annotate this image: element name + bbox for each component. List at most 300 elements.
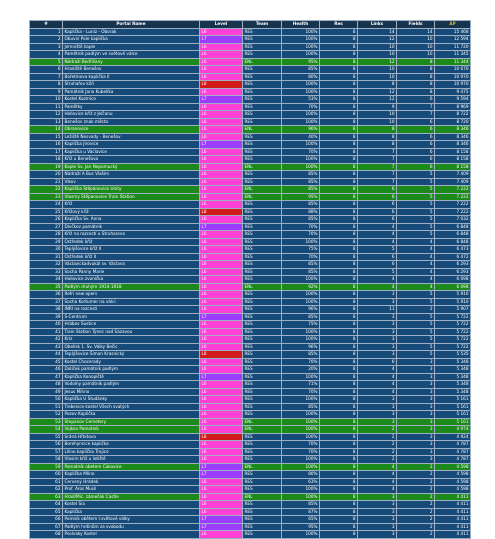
row-rank: 3 <box>30 43 63 51</box>
table-row[interactable] <box>30 298 471 306</box>
row-level: L6 <box>200 493 243 501</box>
row-level: L8 <box>200 433 243 441</box>
table-row[interactable] <box>30 486 471 494</box>
table-row[interactable] <box>30 111 471 119</box>
row-level: L6 <box>200 403 243 411</box>
table-row[interactable] <box>30 366 471 374</box>
row-rank: 21 <box>30 178 63 186</box>
row-res: 8 <box>320 103 358 111</box>
row-portal-name: Kostel Chocerady <box>63 358 200 366</box>
table-row[interactable] <box>30 66 471 74</box>
table-row[interactable] <box>30 291 471 299</box>
row-level: L7 <box>200 141 243 149</box>
row-ap: 4 411 <box>435 516 471 524</box>
row-ap: 7 409 <box>435 178 471 186</box>
table-row[interactable] <box>30 403 471 411</box>
row-fields: 6 <box>397 163 435 171</box>
row-team: ENL <box>243 186 282 194</box>
table-row[interactable] <box>30 141 471 149</box>
table-row[interactable] <box>30 373 471 381</box>
row-fields: 5 <box>397 336 435 344</box>
row-team: RES <box>243 171 282 179</box>
row-health: 100% <box>282 163 320 171</box>
row-ap: 4 411 <box>435 508 471 516</box>
row-res: 8 <box>320 231 358 239</box>
row-portal-name: Socha Kortumer na válci <box>63 298 200 306</box>
row-portal-name: Kaplička <box>63 508 200 516</box>
row-portal-name: Hradiště Benešov <box>63 66 200 74</box>
row-fields: 5 <box>397 178 435 186</box>
table-row[interactable] <box>30 73 471 81</box>
row-ap: 7 032 <box>435 216 471 224</box>
row-links: 3 <box>358 508 397 516</box>
row-fields: 4 <box>397 246 435 254</box>
table-row[interactable] <box>30 351 471 359</box>
row-health: 100% <box>282 28 320 36</box>
row-health: 95% <box>282 523 320 531</box>
row-links: 6 <box>358 261 397 269</box>
table-row[interactable] <box>30 283 471 291</box>
row-health: 85% <box>282 201 320 209</box>
table-row[interactable] <box>30 178 471 186</box>
table-row[interactable] <box>30 306 471 314</box>
header-res[interactable]: Res <box>320 21 358 29</box>
row-health: 100% <box>282 88 320 96</box>
row-fields: 5 <box>397 216 435 224</box>
row-links: 3 <box>358 291 397 299</box>
row-rank: 19 <box>30 163 63 171</box>
row-res: 8 <box>320 118 358 126</box>
row-rank: 45 <box>30 358 63 366</box>
row-level: L6 <box>200 298 243 306</box>
row-links: 3 <box>358 351 397 359</box>
table-row[interactable] <box>30 36 471 44</box>
row-team: RES <box>243 381 282 389</box>
table-row[interactable] <box>30 328 471 336</box>
row-links: 6 <box>358 193 397 201</box>
row-fields: 7 <box>397 111 435 119</box>
row-rank: 43 <box>30 343 63 351</box>
row-level: L6 <box>200 261 243 269</box>
table-row[interactable] <box>30 531 471 539</box>
row-health: 80% <box>282 471 320 479</box>
row-portal-name: Stepanov Cemetery <box>63 418 200 426</box>
row-fields: 2 <box>397 306 435 314</box>
row-portal-name: Kříž u Benešova <box>63 156 200 164</box>
row-fields: 6 <box>397 156 435 164</box>
table-row[interactable] <box>30 231 471 239</box>
row-fields: 5 <box>397 193 435 201</box>
row-level: L6 <box>200 246 243 254</box>
row-links: 14 <box>358 28 397 36</box>
table-row[interactable] <box>30 418 471 426</box>
table-row[interactable] <box>30 456 471 464</box>
row-links: 9 <box>358 103 397 111</box>
table-row[interactable] <box>30 523 471 531</box>
row-res: 8 <box>320 88 358 96</box>
row-links: 4 <box>358 283 397 291</box>
row-links: 6 <box>358 208 397 216</box>
row-team: RES <box>243 336 282 344</box>
table-row[interactable] <box>30 501 471 509</box>
row-team: RES <box>243 433 282 441</box>
row-ap: 4 411 <box>435 501 471 509</box>
row-res: 8 <box>320 193 358 201</box>
row-ap: 5 348 <box>435 388 471 396</box>
row-rank: 9 <box>30 88 63 96</box>
row-level: L6 <box>200 388 243 396</box>
table-row[interactable] <box>30 448 471 456</box>
table-row[interactable] <box>30 208 471 216</box>
row-res: 8 <box>320 516 358 524</box>
table-row[interactable] <box>30 276 471 284</box>
row-fields: 5 <box>397 313 435 321</box>
row-health: 100% <box>282 493 320 501</box>
row-health: 100% <box>282 411 320 419</box>
row-ap: 4 924 <box>435 433 471 441</box>
row-health: 100% <box>282 426 320 434</box>
row-fields: 3 <box>397 381 435 389</box>
row-ap: 8 720 <box>435 118 471 126</box>
row-ap: 5 722 <box>435 328 471 336</box>
header-portal-name[interactable]: Portal Name <box>63 21 200 29</box>
row-portal-name: Train Station Týnec nad Sázavou <box>63 328 200 336</box>
table-row[interactable] <box>30 28 471 36</box>
table-row[interactable] <box>30 133 471 141</box>
row-links: 5 <box>358 246 397 254</box>
row-team: RES <box>243 471 282 479</box>
row-fields: 10 <box>397 36 435 44</box>
row-res: 8 <box>320 343 358 351</box>
row-rank: 4 <box>30 51 63 59</box>
row-team: RES <box>243 508 282 516</box>
table-header-row <box>30 21 471 29</box>
row-res: 8 <box>320 433 358 441</box>
row-ap: 6 848 <box>435 231 471 239</box>
row-links: 7 <box>358 163 397 171</box>
table-row[interactable] <box>30 118 471 126</box>
row-portal-name: Kostel Kozmice <box>63 96 200 104</box>
row-team: RES <box>243 223 282 231</box>
row-rank: 60 <box>30 471 63 479</box>
table-row[interactable] <box>30 313 471 321</box>
row-rank: 17 <box>30 148 63 156</box>
row-rank: 50 <box>30 396 63 404</box>
table-row[interactable] <box>30 433 471 441</box>
row-fields: 6 <box>397 126 435 134</box>
row-ap: 7 222 <box>435 186 471 194</box>
header-fields[interactable]: Fields <box>397 21 435 29</box>
row-health: 100% <box>282 336 320 344</box>
row-health: 85% <box>282 261 320 269</box>
table-row[interactable] <box>30 43 471 51</box>
row-ap: 4 411 <box>435 523 471 531</box>
table-row[interactable] <box>30 478 471 486</box>
row-rank: 23 <box>30 193 63 201</box>
row-team: ENL <box>243 493 282 501</box>
row-res: 8 <box>320 291 358 299</box>
table-row[interactable] <box>30 193 471 201</box>
row-team: RES <box>243 88 282 96</box>
row-portal-name: Pamětník padlým ve světové válce <box>63 51 200 59</box>
row-ap: 5 910 <box>435 291 471 299</box>
row-fields: 6 <box>397 133 435 141</box>
row-links: 4 <box>358 463 397 471</box>
row-team: RES <box>243 36 282 44</box>
row-health: 85% <box>282 313 320 321</box>
row-links: 3 <box>358 298 397 306</box>
row-team: RES <box>243 516 282 524</box>
row-health: 88% <box>282 208 320 216</box>
row-portal-name: Ležiště Nesvady - Benešov <box>63 133 200 141</box>
row-level: L6 <box>200 73 243 81</box>
row-team: RES <box>243 531 282 539</box>
row-level: L6 <box>200 366 243 374</box>
row-rank: 8 <box>30 81 63 89</box>
row-ap: 5 907 <box>435 306 471 314</box>
row-team: ENL <box>243 418 282 426</box>
row-level: L6 <box>200 418 243 426</box>
row-fields: 2 <box>397 493 435 501</box>
row-links: 4 <box>358 231 397 239</box>
row-fields: 5 <box>397 186 435 194</box>
row-rank: 15 <box>30 133 63 141</box>
row-rank: 63 <box>30 493 63 501</box>
row-fields: 8 <box>397 73 435 81</box>
row-team: RES <box>243 96 282 104</box>
row-level: L7 <box>200 516 243 524</box>
row-ap: 6 098 <box>435 276 471 284</box>
row-team: RES <box>243 448 282 456</box>
row-ap: 5 535 <box>435 351 471 359</box>
row-level: L7 <box>200 373 243 381</box>
row-health: 75% <box>282 321 320 329</box>
header-team[interactable]: Team <box>243 21 282 29</box>
row-health: 100% <box>282 433 320 441</box>
row-fields: 2 <box>397 508 435 516</box>
row-links: 3 <box>358 501 397 509</box>
row-links: 12 <box>358 58 397 66</box>
row-fields: 3 <box>397 403 435 411</box>
row-ap: 6 293 <box>435 261 471 269</box>
header-rank[interactable]: # <box>30 21 63 29</box>
row-fields: 3 <box>397 411 435 419</box>
row-rank: 59 <box>30 463 63 471</box>
row-level: L6 <box>200 328 243 336</box>
row-rank: 11 <box>30 103 63 111</box>
row-portal-name: Václavickadvukál sv. Václava <box>63 261 200 269</box>
table-row[interactable] <box>30 358 471 366</box>
table-row[interactable] <box>30 148 471 156</box>
header-level[interactable]: Level <box>200 21 243 29</box>
row-level: L7 <box>200 463 243 471</box>
row-ap: 8 346 <box>435 141 471 149</box>
row-fields: 5 <box>397 298 435 306</box>
row-team: RES <box>243 111 282 119</box>
table-row[interactable] <box>30 516 471 524</box>
row-team: RES <box>243 73 282 81</box>
row-portal-name: Jesus Mihno <box>63 388 200 396</box>
row-ap: 10 970 <box>435 73 471 81</box>
row-res: 8 <box>320 373 358 381</box>
table-row[interactable] <box>30 246 471 254</box>
row-portal-name: Vlkov <box>63 178 200 186</box>
row-res: 8 <box>320 186 358 194</box>
table-row[interactable] <box>30 201 471 209</box>
row-res: 8 <box>320 141 358 149</box>
table-row[interactable] <box>30 171 471 179</box>
row-fields: 5 <box>397 351 435 359</box>
row-ap: 5 161 <box>435 403 471 411</box>
row-rank: 38 <box>30 306 63 314</box>
row-fields: 2 <box>397 478 435 486</box>
row-res: 8 <box>320 508 358 516</box>
row-res: 8 <box>320 43 358 51</box>
table-row[interactable] <box>30 336 471 344</box>
row-res: 8 <box>320 396 358 404</box>
row-portal-name: Kříž na rozcestí u Struharova <box>63 231 200 239</box>
row-res: 8 <box>320 156 358 164</box>
table-row[interactable] <box>30 343 471 351</box>
row-res: 8 <box>320 51 358 59</box>
row-team: RES <box>243 403 282 411</box>
row-ap: 10 670 <box>435 66 471 74</box>
row-portal-name: Pamatník obetem Čakovice <box>63 463 200 471</box>
row-fields: 5 <box>397 208 435 216</box>
row-fields: 4 <box>397 261 435 269</box>
row-portal-name: Teplýšovice kříž II <box>63 246 200 254</box>
table-row[interactable] <box>30 253 471 261</box>
portal-table <box>29 20 471 539</box>
table-row[interactable] <box>30 81 471 89</box>
row-links: 4 <box>358 223 397 231</box>
row-health: 70% <box>282 441 320 449</box>
table-row[interactable] <box>30 238 471 246</box>
table-row[interactable] <box>30 388 471 396</box>
row-team: RES <box>243 28 282 36</box>
row-team: ENL <box>243 463 282 471</box>
table-row[interactable] <box>30 103 471 111</box>
row-fields: 5 <box>397 231 435 239</box>
table-row[interactable] <box>30 463 471 471</box>
table-row[interactable] <box>30 51 471 59</box>
table-row[interactable] <box>30 96 471 104</box>
table-row[interactable] <box>30 163 471 171</box>
table-row[interactable] <box>30 223 471 231</box>
row-rank: 53 <box>30 418 63 426</box>
table-row[interactable] <box>30 426 471 434</box>
row-res: 8 <box>320 246 358 254</box>
row-res: 8 <box>320 523 358 531</box>
row-rank: 39 <box>30 313 63 321</box>
row-res: 8 <box>320 238 358 246</box>
table-row[interactable] <box>30 268 471 276</box>
row-level: L6 <box>200 201 243 209</box>
row-ap: 4 598 <box>435 471 471 479</box>
row-links: 8 <box>358 141 397 149</box>
row-links: 4 <box>358 471 397 479</box>
table-row[interactable] <box>30 411 471 419</box>
table-row[interactable] <box>30 381 471 389</box>
row-res: 8 <box>320 148 358 156</box>
table-row[interactable] <box>30 261 471 269</box>
table-row[interactable] <box>30 508 471 516</box>
table-row[interactable] <box>30 216 471 224</box>
row-res: 8 <box>320 276 358 284</box>
row-fields: 4 <box>397 283 435 291</box>
row-rank: 41 <box>30 328 63 336</box>
table-row[interactable] <box>30 58 471 66</box>
row-rank: 47 <box>30 373 63 381</box>
row-rank: 28 <box>30 231 63 239</box>
row-rank: 67 <box>30 523 63 531</box>
row-links: 11 <box>358 306 397 314</box>
row-health: 100% <box>282 531 320 539</box>
row-links: 2 <box>358 448 397 456</box>
header-health[interactable]: Health <box>282 21 320 29</box>
row-team: RES <box>243 313 282 321</box>
row-level: L6 <box>200 486 243 494</box>
header-links[interactable]: Links <box>358 21 397 29</box>
row-fields: 5 <box>397 291 435 299</box>
row-fields: 10 <box>397 43 435 51</box>
row-health: 100% <box>282 156 320 164</box>
row-team: RES <box>243 66 282 74</box>
table-row[interactable] <box>30 156 471 164</box>
row-rank: 40 <box>30 321 63 329</box>
row-health: 70% <box>282 358 320 366</box>
row-rank: 18 <box>30 156 63 164</box>
row-portal-name: Ostředek kříž <box>63 238 200 246</box>
row-links: 7 <box>358 171 397 179</box>
row-team: RES <box>243 343 282 351</box>
row-ap: 4 974 <box>435 426 471 434</box>
row-res: 8 <box>320 351 358 359</box>
row-ap: 7 222 <box>435 193 471 201</box>
row-team: RES <box>243 103 282 111</box>
row-health: 70% <box>282 448 320 456</box>
row-ap: 7 222 <box>435 208 471 216</box>
row-links: 4 <box>358 486 397 494</box>
table-row[interactable] <box>30 321 471 329</box>
row-level: L7 <box>200 36 243 44</box>
row-team: RES <box>243 133 282 141</box>
table-row[interactable] <box>30 186 471 194</box>
row-links: 10 <box>358 66 397 74</box>
row-rank: 14 <box>30 126 63 134</box>
row-level: L6 <box>200 103 243 111</box>
row-links: 7 <box>358 178 397 186</box>
row-res: 8 <box>320 313 358 321</box>
row-fields: 3 <box>397 456 435 464</box>
table-row[interactable] <box>30 441 471 449</box>
row-portal-name: Padlým hrdinům za svobodu <box>63 523 200 531</box>
row-portal-name: Kostel Sia <box>63 501 200 509</box>
row-team: RES <box>243 43 282 51</box>
row-health: 100% <box>282 486 320 494</box>
row-team: RES <box>243 351 282 359</box>
row-rank: 5 <box>30 58 63 66</box>
row-rank: 29 <box>30 238 63 246</box>
table-row[interactable] <box>30 493 471 501</box>
table-row[interactable] <box>30 88 471 96</box>
table-row[interactable] <box>30 126 471 134</box>
header-ap[interactable]: AP <box>435 21 471 29</box>
table-row[interactable] <box>30 471 471 479</box>
row-health: 96% <box>282 126 320 134</box>
table-row[interactable] <box>30 396 471 404</box>
row-level: L6 <box>200 51 243 59</box>
